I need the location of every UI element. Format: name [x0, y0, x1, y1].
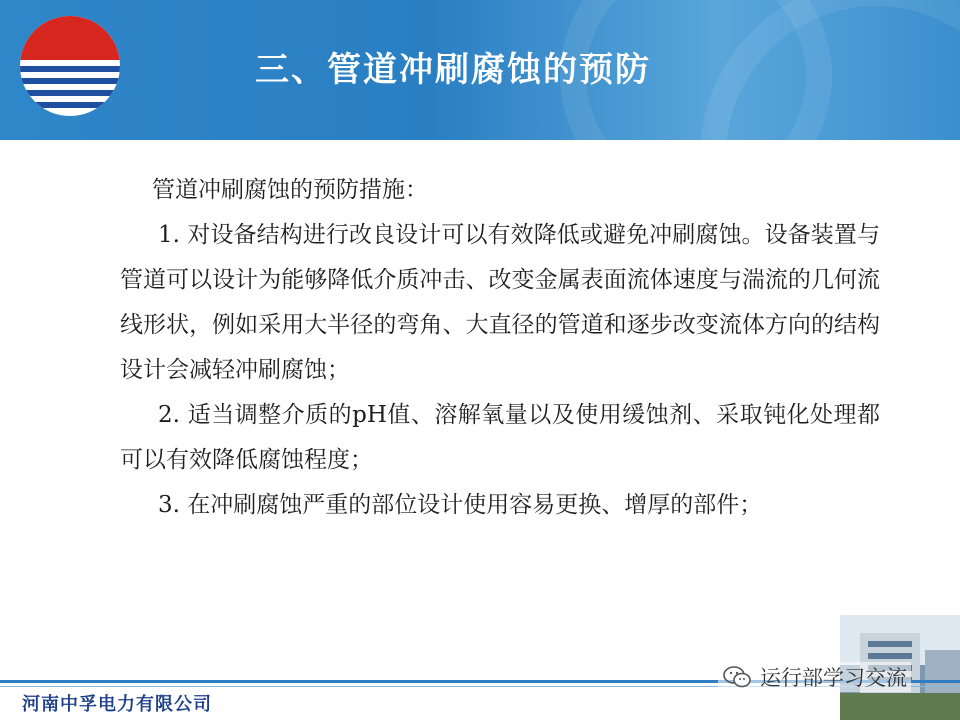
page-title: 三、管道冲刷腐蚀的预防 — [255, 50, 651, 90]
slide-body — [120, 168, 880, 528]
section-subtitle: 管道冲刷腐蚀的预防措施： — [152, 177, 428, 203]
wechat-account-name: 运行部学习交流 — [760, 666, 907, 690]
wechat-icon — [722, 665, 752, 689]
measure-item-2: 2. 适当调整介质的pH值、溶解氧量以及使用缓蚀剂、采取钝化处理都可以有效降低腐蚀程度； — [120, 402, 880, 473]
measure-item-3: 3. 在冲刷腐蚀严重的部位设计使用容易更换、增厚的部件； — [158, 492, 763, 518]
company-logo-icon — [18, 14, 122, 118]
wechat-watermark — [718, 662, 911, 692]
company-name: 河南中孚电力有限公司 — [22, 694, 212, 715]
measure-item-1: 1. 对设备结构进行改良设计可以有效降低或避免冲刷腐蚀。设备装置与管道可以设计为能够降低介质冲击、改变金属表面流体速度与湍流的几何流线形状，例如采用大半径的弯角、大直径的管道和逐步改变流体方向的结构设计会减轻冲刷腐蚀； — [120, 222, 880, 383]
slide-header — [0, 0, 960, 140]
